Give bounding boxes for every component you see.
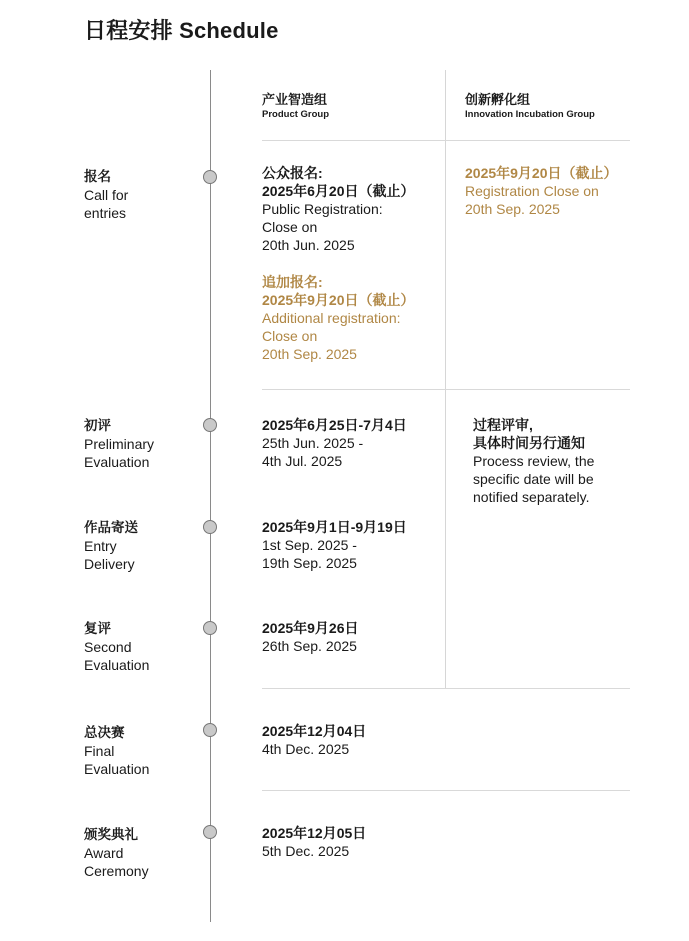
timeline-dot — [203, 418, 217, 432]
delivery-dates — [262, 518, 407, 572]
stage-zh: 初评 — [84, 418, 111, 433]
process-review-zh: 过程评审, — [473, 417, 533, 433]
additional-registration-date: 2025年9月20日（截止） — [262, 292, 415, 308]
additional-registration-en: Additional registration: — [262, 310, 401, 326]
stage-en: Preliminary — [84, 436, 155, 452]
public-registration-en: Close on — [262, 219, 318, 235]
stage-en: Evaluation — [84, 761, 150, 777]
public-registration-en: 20th Jun. 2025 — [262, 237, 355, 253]
stage-en: Delivery — [84, 556, 135, 572]
stage-zh: 作品寄送 — [84, 520, 138, 535]
additional-registration-en: Close on — [262, 328, 318, 344]
stage-en: Evaluation — [84, 454, 150, 470]
second-date-en: 26th Sep. 2025 — [262, 638, 357, 654]
stage-en: Evaluation — [84, 657, 150, 673]
timeline-line — [210, 70, 211, 922]
additional-registration-heading: 追加报名: — [262, 274, 323, 290]
stage-zh: 报名 — [84, 169, 111, 184]
stage-label-delivery — [84, 519, 199, 573]
preliminary-date-en: 25th Jun. 2025 - — [262, 435, 364, 451]
process-review-note — [473, 416, 594, 506]
final-date-en: 4th Dec. 2025 — [262, 741, 350, 757]
row-divider-final — [262, 790, 630, 791]
preliminary-dates — [262, 416, 407, 470]
stage-en: Final — [84, 743, 115, 759]
stage-en: Call for — [84, 187, 129, 203]
column-header-innovation-en: Innovation Incubation Group — [465, 109, 595, 120]
process-review-zh: 具体时间另行通知 — [473, 435, 585, 451]
stage-en: Entry — [84, 538, 117, 554]
innovation-registration-date: 2025年9月20日（截止） — [465, 165, 618, 181]
stage-label-entries — [84, 168, 199, 222]
stage-en: Award — [84, 845, 124, 861]
preliminary-date-zh: 2025年6月25日-7月4日 — [262, 417, 407, 433]
stage-label-preliminary — [84, 417, 199, 471]
timeline-dot — [203, 170, 217, 184]
column-header-innovation-zh: 创新孵化组 — [465, 92, 531, 107]
public-registration-heading: 公众报名: — [262, 165, 323, 181]
delivery-date-en: 1st Sep. 2025 - — [262, 537, 357, 553]
stage-zh: 颁奖典礼 — [84, 827, 138, 842]
stage-zh: 复评 — [84, 621, 111, 636]
stage-label-final — [84, 724, 199, 778]
delivery-date-zh: 2025年9月1日-9月19日 — [262, 519, 407, 535]
stage-en: entries — [84, 205, 127, 221]
column-divider — [445, 70, 446, 688]
additional-registration — [262, 273, 415, 363]
stage-label-second — [84, 620, 199, 674]
process-review-en: Process review, the — [473, 453, 595, 469]
preliminary-date-en: 4th Jul. 2025 — [262, 453, 343, 469]
column-header-product-zh: 产业智造组 — [262, 92, 328, 107]
column-header-product-en: Product Group — [262, 109, 330, 120]
final-evaluation-date — [262, 722, 366, 758]
innovation-registration — [465, 164, 618, 218]
stage-en: Ceremony — [84, 863, 149, 879]
timeline-dot — [203, 520, 217, 534]
second-evaluation-date — [262, 619, 359, 655]
column-header-product — [262, 92, 329, 121]
header-divider — [262, 140, 630, 141]
page-title: 日程安排 Schedule — [84, 18, 279, 43]
stage-zh: 总决赛 — [84, 725, 125, 740]
row-divider-second — [262, 688, 630, 689]
timeline-dot — [203, 723, 217, 737]
timeline-dot — [203, 621, 217, 635]
delivery-date-en: 19th Sep. 2025 — [262, 555, 357, 571]
stage-en: Second — [84, 639, 132, 655]
process-review-en: notified separately. — [473, 489, 590, 505]
timeline-dot — [203, 825, 217, 839]
final-date-zh: 2025年12月04日 — [262, 723, 367, 739]
innovation-registration-en: Registration Close on — [465, 183, 599, 199]
row-divider-entries — [262, 389, 630, 390]
award-date-en: 5th Dec. 2025 — [262, 843, 350, 859]
additional-registration-en: 20th Sep. 2025 — [262, 346, 357, 362]
stage-label-award — [84, 826, 199, 880]
award-ceremony-date — [262, 824, 366, 860]
public-registration-en: Public Registration: — [262, 201, 383, 217]
process-review-en: specific date will be — [473, 471, 594, 487]
column-header-innovation — [465, 92, 595, 121]
public-registration — [262, 164, 415, 254]
second-date-zh: 2025年9月26日 — [262, 620, 359, 636]
award-date-zh: 2025年12月05日 — [262, 825, 367, 841]
innovation-registration-en: 20th Sep. 2025 — [465, 201, 560, 217]
public-registration-date: 2025年6月20日（截止） — [262, 183, 415, 199]
